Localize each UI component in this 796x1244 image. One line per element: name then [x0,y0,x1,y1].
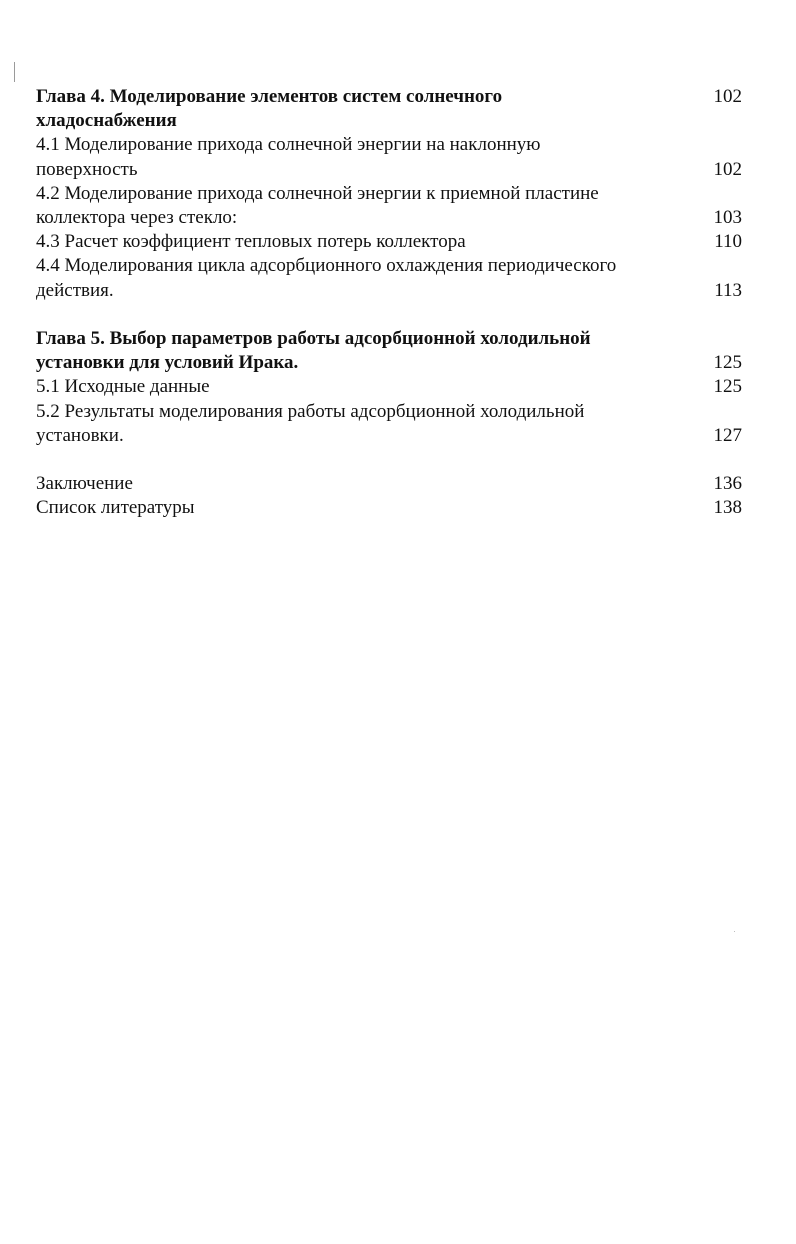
toc-section-5-2-page: 127 [713,424,742,446]
toc-chapter-4-title: Глава 4. Моделирование элементов систем солнечного хладоснабжения [36,86,503,132]
toc-references-page: 138 [713,497,742,519]
toc-section-4-2-page: 103 [713,207,742,229]
toc-section-4-2-title: 4.2 Моделирование прихода солнечной энергии к приемной пластине коллектора через стекло: [36,182,599,229]
toc-section-4-4 [36,254,742,302]
toc-chapter-4 [36,85,742,133]
table-of-contents [36,85,742,521]
toc-spacer [36,303,742,327]
toc-section-5-2 [36,400,742,448]
scan-margin-mark [14,62,15,82]
toc-references-title: Список литературы [36,497,195,519]
toc-conclusion [36,472,742,496]
toc-section-4-1 [36,133,742,181]
toc-conclusion-page: 136 [713,473,742,495]
toc-section-4-3 [36,230,742,254]
toc-spacer [36,448,742,472]
toc-chapter-5 [36,327,742,375]
toc-section-5-1 [36,375,742,399]
scan-speck [734,931,735,932]
toc-section-5-2-title: 5.2 Результаты моделирования работы адсорбционной холодильной установки. [36,400,585,446]
toc-section-4-4-title: 4.4 Моделирования цикла адсорбционного охлаждения периодического действия. [36,255,617,301]
toc-section-4-2 [36,182,742,230]
toc-section-5-1-title: 5.1 Исходные данные [36,376,210,398]
toc-section-4-3-page: 110 [714,231,742,253]
toc-section-4-4-page: 113 [714,279,742,301]
toc-section-4-3-title: 4.3 Расчет коэффициент тепловых потерь коллектора [36,231,466,253]
toc-conclusion-title: Заключение [36,473,133,495]
toc-section-4-1-page: 102 [713,158,742,180]
toc-chapter-5-title: Глава 5. Выбор параметров работы адсорбционной холодильной установки для условий Ирака. [36,328,591,374]
toc-section-4-1-title: 4.1 Моделирование прихода солнечной энергии на наклонную поверхность [36,134,541,180]
toc-section-5-1-page: 125 [713,376,742,398]
toc-chapter-5-page: 125 [713,352,742,374]
toc-references [36,496,742,520]
toc-chapter-4-page: 102 [713,86,742,107]
